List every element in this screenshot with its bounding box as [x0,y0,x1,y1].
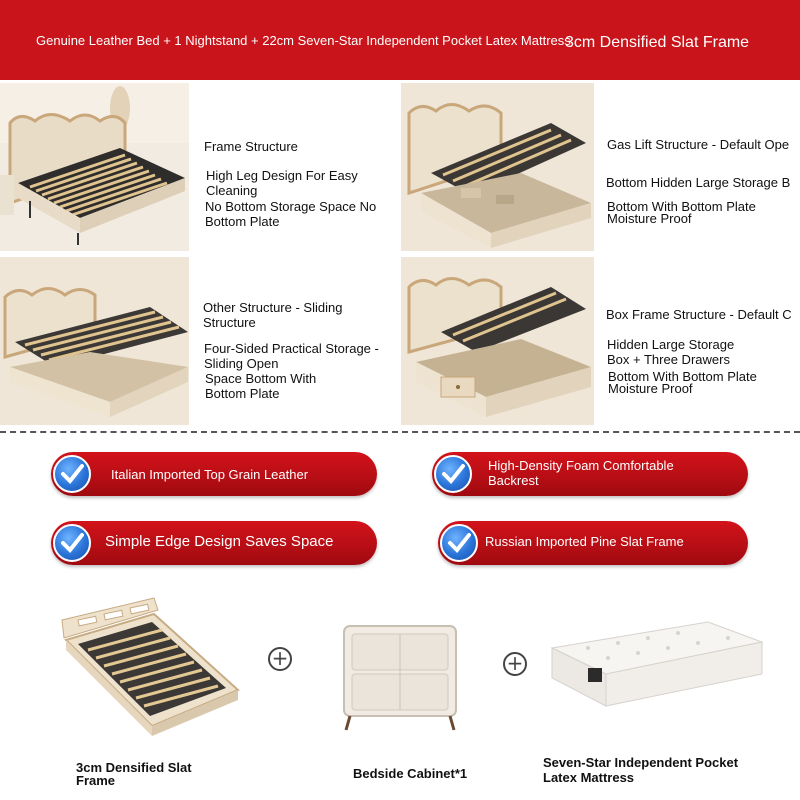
header-title: Genuine Leather Bed + 1 Nightstand + 22cm Seven-Star Independent Pocket Latex Mattress [36,33,571,48]
plus-icon: + [503,652,527,676]
frame-structure-photo [0,83,189,251]
gas-lift-line1: Bottom Hidden Large Storage B [606,175,791,190]
header-banner [0,0,800,80]
feature-pill-pine [438,521,748,565]
feature-text: High-Density Foam Comfortable Backrest [488,458,674,488]
sliding-bed-image [0,257,189,425]
sliding-structure-photo [0,257,189,425]
checkmark-icon [53,524,91,562]
mattress-icon [548,618,766,713]
box-frame-title: Box Frame Structure - Default C [606,307,792,322]
dashed-divider [0,431,800,433]
box-frame-line2: Bottom With Bottom Plate Moisture Proof [608,369,757,396]
feature-text: Simple Edge Design Saves Space [105,533,334,550]
gas-lift-line2: Bottom With Bottom Plate Moisture Proof [607,199,756,226]
sliding-line1: Four-Sided Practical Storage - Sliding Open [204,341,379,371]
bed-frame-image [0,83,189,251]
feature-text: Russian Imported Pine Slat Frame [485,534,684,549]
checkmark-icon [434,455,472,493]
nightstand-icon [340,622,460,732]
checkmark-icon [440,524,478,562]
plus-icon: + [268,647,292,671]
box-frame-structure-photo [401,257,594,425]
frame-structure-title: Frame Structure [204,139,298,154]
frame-structure-line1: High Leg Design For Easy Cleaning [206,168,358,198]
sliding-line2: Space Bottom With Bottom Plate [205,371,317,401]
feature-pill-backrest [432,452,748,496]
header-subtitle: 3cm Densified Slat Frame [565,34,750,51]
box-frame-bed-image [401,257,594,425]
feature-pill-leather [51,452,377,496]
slat-bed-icon [58,590,244,740]
product-label-mattress: Seven-Star Independent Pocket Latex Mattress [543,755,739,785]
frame-structure-line2: No Bottom Storage Space No Bottom Plate [205,199,377,229]
feature-text: Italian Imported Top Grain Leather [111,467,309,482]
box-frame-line1: Hidden Large Storage Box + Three Drawers [607,337,735,367]
sliding-title: Other Structure - Sliding Structure [203,300,343,330]
checkmark-icon [53,455,91,493]
product-label-bedside-cabinet: Bedside Cabinet*1 [353,766,468,781]
feature-pill-edge [51,521,377,565]
gas-lift-structure-photo [401,83,594,251]
gas-lift-bed-image [401,83,594,251]
gas-lift-title: Gas Lift Structure - Default Ope [607,137,790,152]
product-label-slat-frame: 3cm Densified Slat Frame [76,760,192,788]
